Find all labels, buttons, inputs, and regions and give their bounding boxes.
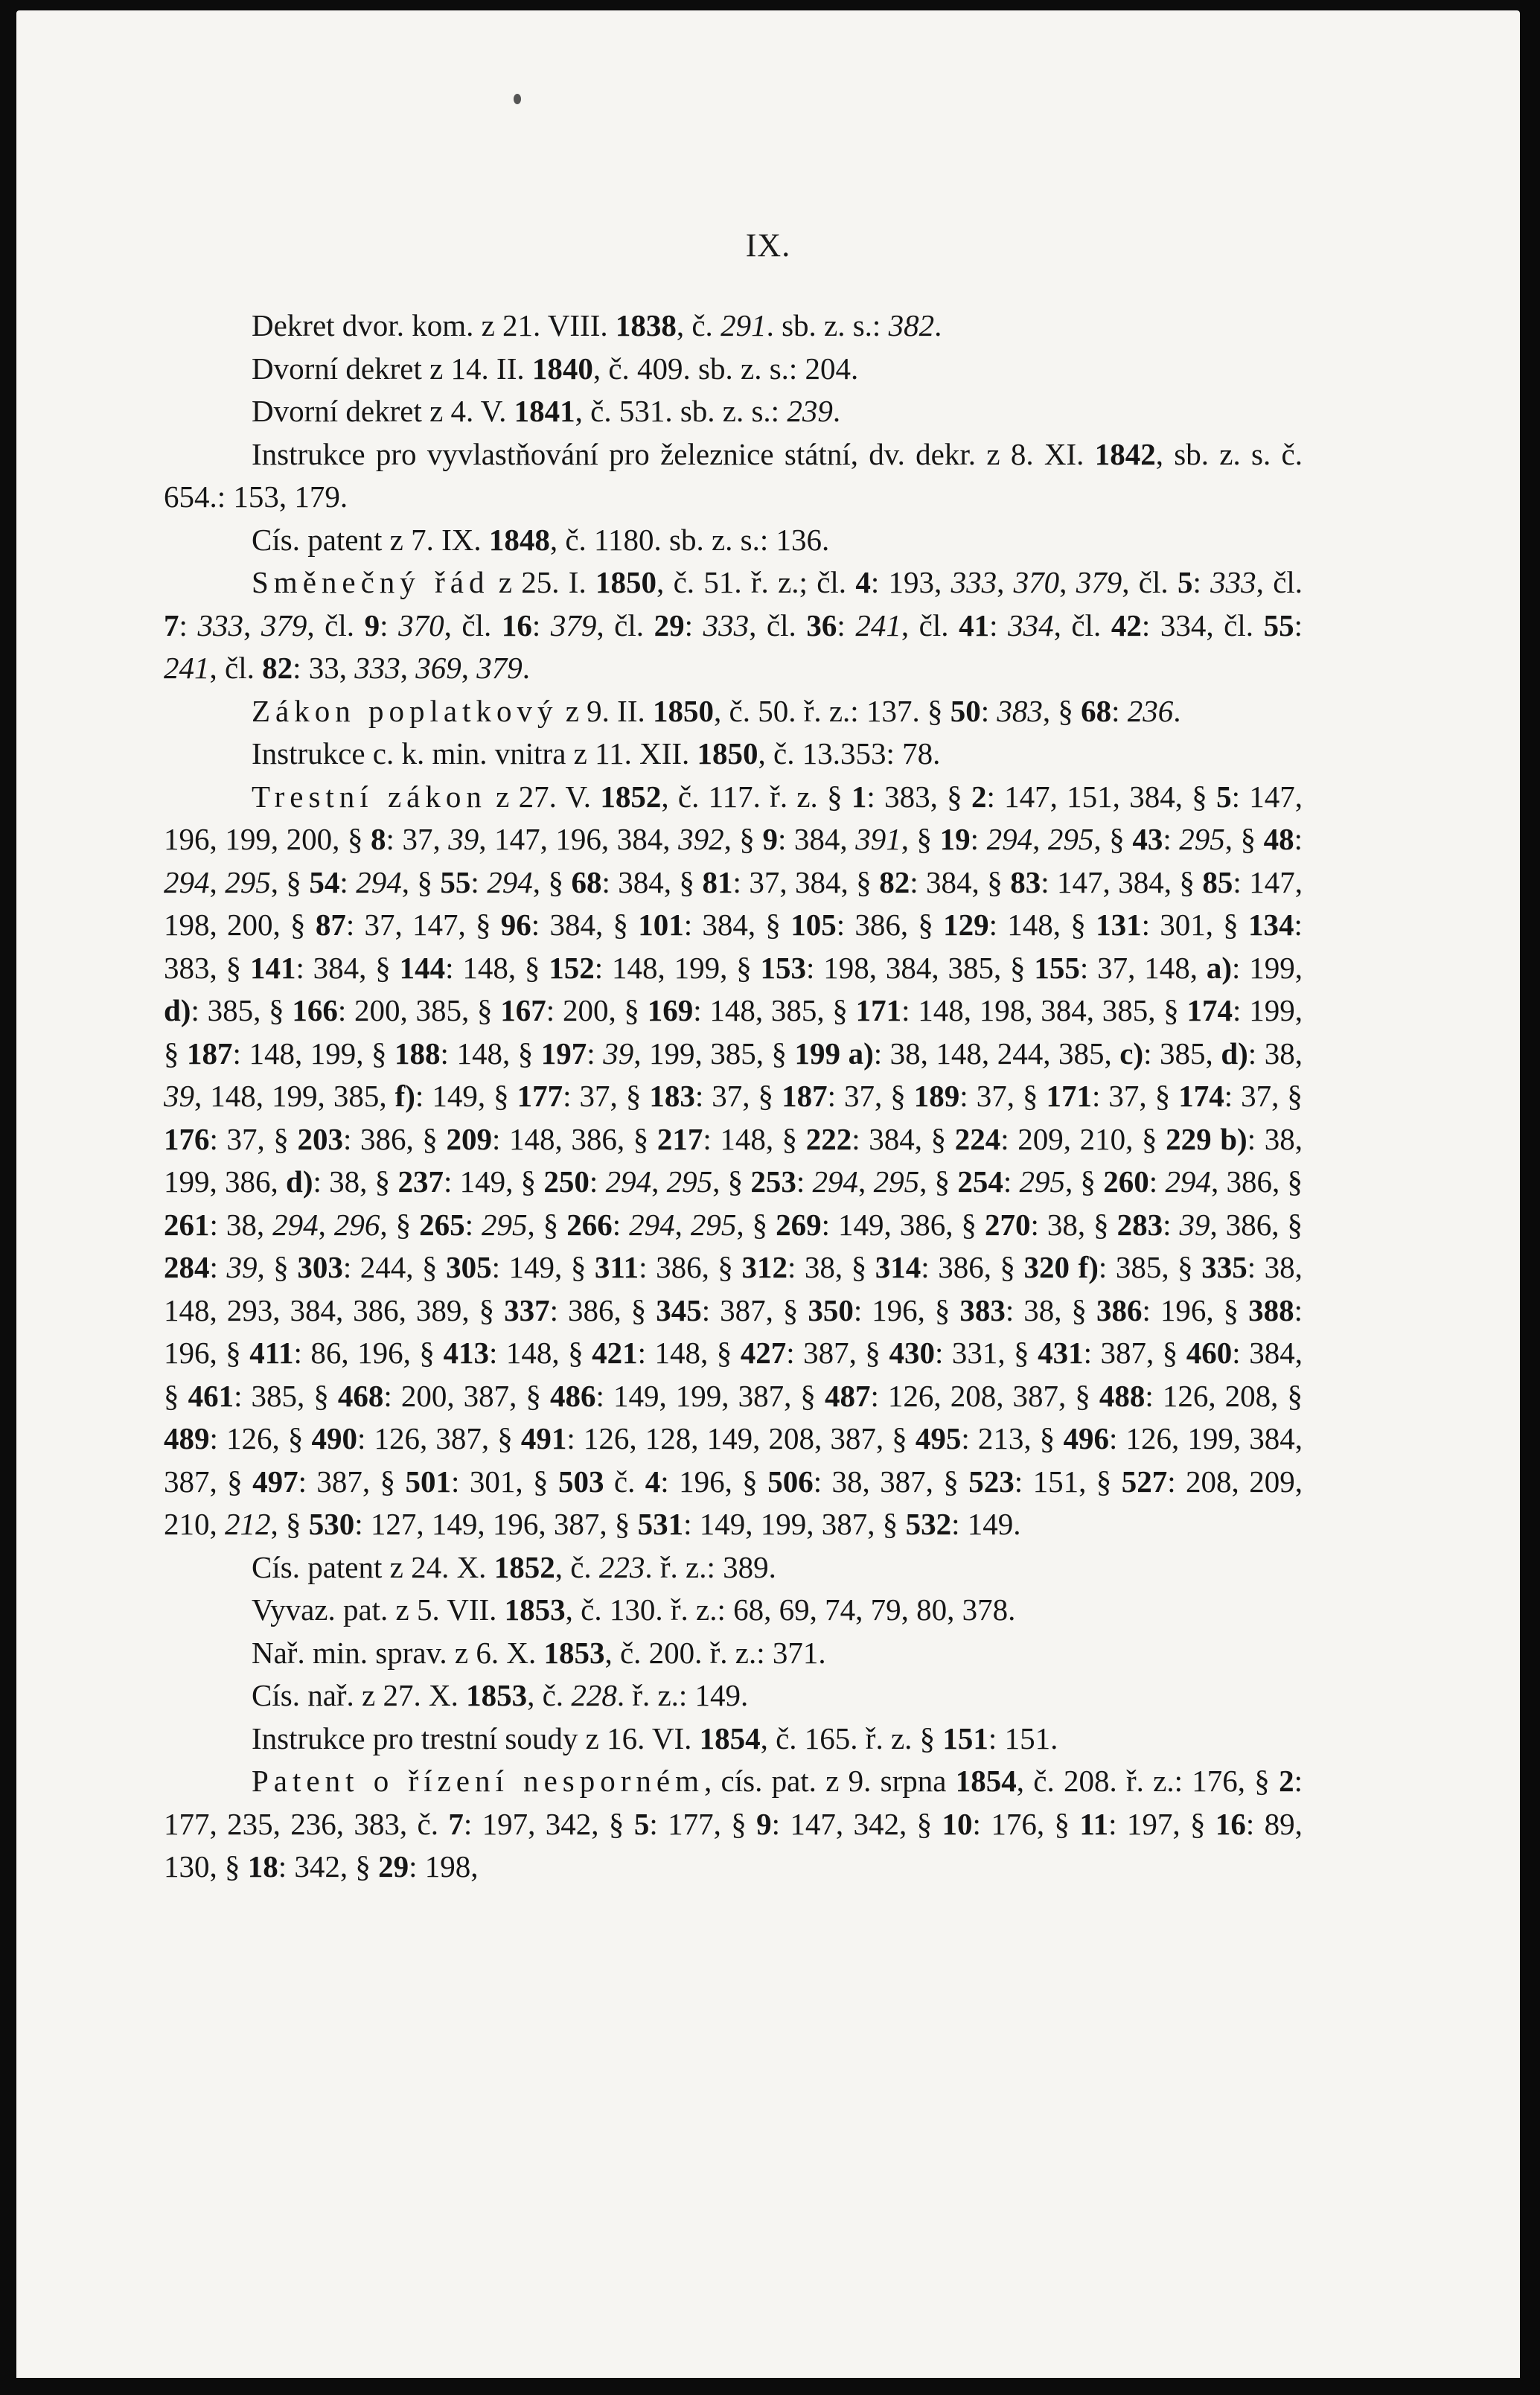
scan-border [1520, 0, 1540, 2395]
index-entry: Patent o řízení nesporném, cís. pat. z 9. srpna 1854, č. 208. ř. z.: 176, § 2: 177, 235, 236, 383, č. 7: 197, 342, § 5: 177, § 9: 147, 342, § 10: 176, § 11: 197, § 16: 89, 130, § 18: 342, § 29: 198, [164, 1764, 1303, 1884]
index-entry: Dvorní dekret z 4. V. 1841, č. 531. sb. z. s.: 239. [252, 394, 841, 428]
index-entry: Cís. patent z 7. IX. 1848, č. 1180. sb. z. s.: 136. [252, 522, 830, 557]
index-entry: Dvorní dekret z 14. II. 1840, č. 409. sb. z. s.: 204. [252, 351, 859, 386]
index-entries [164, 304, 1303, 1889]
index-entry: Nař. min. sprav. z 6. X. 1853, č. 200. ř. z.: 371. [252, 1635, 826, 1670]
index-entry: Cís. nař. z 27. X. 1853, č. 228. ř. z.: 149. [252, 1678, 749, 1712]
index-entry: Instrukce c. k. min. vnitra z 11. XII. 1850, č. 13.353: 78. [252, 736, 941, 771]
index-entry: Cís. patent z 24. X. 1852, č. 223. ř. z.: 389. [252, 1549, 776, 1584]
page-number: IX. [745, 227, 791, 264]
ink-speck [514, 94, 521, 104]
index-entry: Směnečný řád z 25. I. 1850, č. 51. ř. z.; čl. 4: 193, 333, 370, 379, čl. 5: 333, čl. 7: 333, 379, čl. 9: 370, čl. 16: 379, čl. 29: 333, čl. 36: 241, čl. 41: 334, čl. 42: 334, čl. 55: 241, čl. 82: 33, 333, 369, 379. [164, 565, 1303, 685]
index-entry: Dekret dvor. kom. z 21. VIII. 1838, č. 291. sb. z. s.: 382. [252, 308, 942, 342]
index-entry: Zákon poplatkový z 9. II. 1850, č. 50. ř. z.: 137. § 50: 383, § 68: 236. [252, 693, 1181, 728]
book-page [16, 10, 1520, 2378]
index-entry: Instrukce pro trestní soudy z 16. VI. 1854, č. 165. ř. z. § 151: 151. [252, 1720, 1058, 1755]
index-entry: Instrukce pro vyvlastňování pro železnice státní, dv. dekr. z 8. XI. 1842, sb. z. s. č. 654.: 153, 179. [164, 436, 1303, 514]
index-entry: Vyvaz. pat. z 5. VII. 1853, č. 130. ř. z.: 68, 69, 74, 79, 80, 378. [252, 1592, 1016, 1627]
index-entry: Trestní zákon z 27. V. 1852, č. 117. ř. z. § 1: 383, § 2: 147, 151, 384, § 5: 147, 196, 199, 200, § 8: 37, 39, 147, 196, 384, 392, § 9: 384, 391, § 19: 294, 295, § 43: 295, § 48: 294, 295, § 54: 294, § 55: 294, § 68: 384, § 81: 37, 384, § 82: 384, § 83: 147, 384, § 85: 147, 198, 200, § 87: 37, 147, § 96: 384, § 101: 384, § 105: 386, § 129: 148, § 131: 301, § 134: 383, § 141: 384, § 144: 148, § 152: 148, 199, § 153: 198, 384, 385, § 155: 37, 148, a): 199, d): 385, § 166: 200, 385, § 167: 200, § 169: 148, 385, § 171: 148, 198, 384, 385, § 174: 199, § 187: 148, 199, § 188: 148, § 197: 39, 199, 385, § 199 a): 38, 148, 244, 385, c): 385, d): 38, 39, 148, 199, 385, f): 149, § 177: 37, § 183: 37, § 187: 37, § 189: 37, § 171: 37, § 174: 37, § 176: 37, § 203: 386, § 209: 148, 386, § 217: 148, § 222: 384, § 224: 209, 210, § 229 b): 38, 199, 386, d): 38, § 237: 149, § 250: 294, 295, § 253: 294, 295, § 254: 295, § 260: 294, 386, § 261: 38, 294, 296, § 265: 295, § 266: 294, 295, § 269: 149, 386, § 270: 38, § 283: 39, 386, § 284: 39, § 303: 244, § 305: 149, § 311: 386, § 312: 38, § 314: 386, § 320 f): 385, § 335: 38, 148, 293, 384, 386, 389, § 337: 386, § 345: 387, § 350: 196, § 383: 38, § 386: 196, § 388: 196, § 411: 86, 196, § 413: 148, § 421: 148, § 427: 387, § 430: 331, § 431: 387, § 460: 384, § 461: 385, § 468: 200, 387, § 486: 149, 199, 387, § 487: 126, 208, 387, § 488: 126, 208, § 489: 126, § 490: 126, 387, § 491: 126, 128, 149, 208, 387, § 495: 213, § 496: 126, 199, 384, 387, § 497: 387, § 501: 301, § 503 č. 4: 196, § 506: 38, 387, § 523: 151, § 527: 208, 209, 210, 212, § 530: 127, 149, 196, 387, § 531: 149, 199, 387, § 532: 149. [164, 779, 1303, 1541]
